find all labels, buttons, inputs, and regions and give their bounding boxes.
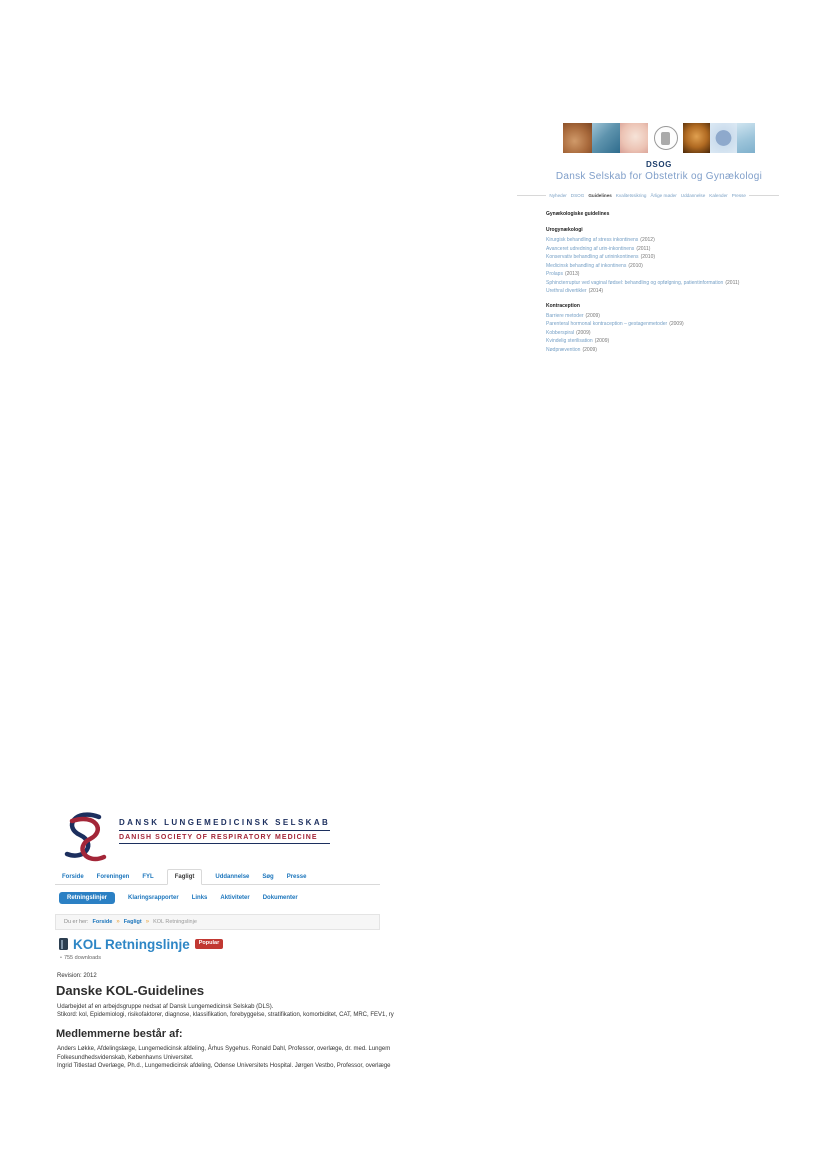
page-title: KOL Retningslinje — [73, 936, 190, 952]
dsog-header-banner — [563, 123, 755, 153]
dsog-nav-bar — [517, 190, 779, 200]
guideline-year: (2011) — [725, 279, 740, 286]
list-item — [546, 262, 824, 271]
dls-main-nav — [55, 868, 380, 885]
dsog-nav-presse[interactable]: Presse — [731, 192, 746, 198]
breadcrumb-current: KOL Retningslinje — [153, 919, 197, 925]
list-item — [546, 245, 824, 254]
subnav-aktiviteter[interactable]: Aktiviteter — [220, 895, 250, 901]
dsog-nav-uddannelse[interactable]: Uddannelse — [680, 192, 706, 198]
guideline-link[interactable]: Barriere metoder — [546, 312, 584, 319]
downloads-count — [55, 955, 380, 961]
dls-logo[interactable] — [55, 806, 380, 864]
dsog-logo-text[interactable]: DSOG — [646, 160, 672, 169]
nav-fagligt[interactable]: Fagligt — [167, 869, 203, 885]
dsog-nav-guidelines[interactable]: Guidelines — [588, 192, 612, 198]
article-title-row — [55, 936, 380, 952]
guideline-link[interactable]: Medicinsk behandling af inkontinens — [546, 262, 627, 269]
society-seal-icon — [654, 126, 678, 150]
dsog-site-fragment — [517, 123, 827, 353]
seal-figure — [661, 132, 670, 145]
nav-presse[interactable]: Presse — [286, 874, 307, 880]
downloads-text: 755 downloads — [63, 955, 101, 961]
dsog-nav-aarlige-moeder[interactable]: Årlige møder — [650, 192, 677, 198]
list-item — [546, 312, 824, 321]
nav-soeg[interactable]: Søg — [262, 874, 274, 880]
pregnant-belly-photo — [563, 123, 592, 153]
guideline-link[interactable]: Urethral divertikler — [546, 288, 587, 294]
bullet-icon: • — [60, 955, 62, 961]
breadcrumb-link-fagligt[interactable]: Fagligt — [123, 919, 142, 925]
nav-uddannelse[interactable]: Uddannelse — [215, 874, 250, 880]
dls-name-english-box — [119, 830, 330, 844]
urogynaekologi-link-list — [546, 236, 824, 296]
guideline-year: (2012) — [640, 237, 655, 243]
members-heading: Medlemmerne består af: — [56, 1028, 183, 1040]
guideline-year: (2009) — [669, 321, 684, 327]
guideline-year: (2010) — [640, 254, 656, 260]
nav-foreningen[interactable]: Foreningen — [96, 874, 130, 880]
guideline-year: (2014) — [588, 288, 604, 294]
nav-divider-left — [517, 195, 546, 196]
members-paragraph — [55, 1045, 391, 1071]
intro-line: Stikord: kol, Epidemiologi, risikofaktorer, diagnose, klassifikation, forebyggelse, stratifikation, komorbiditet, CAT, MRC, FEV1, ry — [57, 1012, 394, 1018]
society-seal-tile — [648, 123, 683, 153]
dsog-guidelines-content — [546, 207, 824, 354]
dsog-nav-dsog[interactable]: DSOG — [570, 192, 585, 198]
subnav-links[interactable]: Links — [191, 895, 208, 901]
newborn-photo — [620, 123, 648, 153]
list-item — [546, 329, 824, 338]
dsog-page-heading: Gynækologiske guidelines — [546, 211, 610, 217]
list-item — [546, 346, 824, 355]
dls-logo-text — [119, 810, 330, 864]
guideline-link[interactable]: Kirurgisk behandling af stress inkontinens — [546, 237, 639, 243]
members-line: Anders Løkke, Afdelingslæge, Lungemedicinsk afdeling, Århus Sygehus. Ronald Dahl, Professor, overlæge, dr. med. Lungem — [57, 1046, 391, 1052]
breadcrumb-link-forside[interactable]: Forside — [92, 919, 113, 925]
members-line: Ingrid Titlestad Overlæge, Ph.d., Lungemedicinsk afdeling, Odense Universitets Hospital. Jørgen Vestbo, Professor, overlæge — [57, 1063, 391, 1069]
article-heading: Danske KOL-Guidelines — [56, 983, 205, 998]
section-heading-kontraception: Kontraception — [546, 302, 580, 309]
guideline-link[interactable]: Nødprævention — [546, 346, 581, 353]
popular-badge: Popular — [195, 939, 223, 949]
list-item — [546, 279, 824, 288]
list-item — [546, 270, 824, 279]
subnav-dokumenter[interactable]: Dokumenter — [262, 895, 298, 901]
dls-sub-nav — [55, 891, 380, 905]
guideline-year: (2009) — [585, 312, 600, 319]
nav-forside[interactable]: Forside — [62, 874, 84, 880]
breadcrumb-prefix: Du er her: — [64, 919, 89, 925]
guideline-year: (2009) — [582, 346, 597, 353]
list-item — [546, 253, 824, 262]
breadcrumb-separator-icon: » — [116, 919, 120, 925]
guideline-link[interactable]: Sphincterruptur ved vaginal fødsel: behandling og opfølgning, patientinformation — [546, 279, 724, 286]
guideline-link[interactable]: Konservativ behandling af urininkontinens — [546, 254, 639, 260]
dls-name-english: DANISH SOCIETY OF RESPIRATORY MEDICINE — [119, 833, 318, 841]
list-item — [546, 320, 824, 329]
guideline-link[interactable]: Kobberspiral — [546, 329, 575, 336]
guideline-year: (2009) — [576, 329, 591, 336]
guideline-link[interactable]: Avanceret udredning af urin-inkontinens — [546, 245, 635, 252]
list-item — [546, 337, 824, 346]
dls-ribbon-logo-icon — [59, 810, 111, 864]
breadcrumb — [55, 914, 380, 930]
dsog-subtitle: Dansk Selskab for Obstetrik og Gynækologi — [555, 171, 763, 182]
list-item — [546, 236, 824, 245]
surgeon-photo — [592, 123, 620, 153]
guideline-year: (2011) — [636, 245, 651, 252]
egg-cell-photo — [710, 123, 737, 153]
dsog-nav-kvalitetssikring[interactable]: Kvalitetssikring — [615, 192, 647, 198]
guideline-link[interactable]: Kvindelig sterilisation — [546, 338, 593, 344]
breadcrumb-separator-icon: » — [145, 919, 150, 925]
article-intro — [55, 1003, 394, 1019]
fetus-3d-ultrasound-photo — [683, 123, 710, 153]
section-heading-urogynaekologi: Urogynækologi — [546, 227, 583, 233]
subnav-klaringsrapporter[interactable]: Klaringsrapporter — [128, 895, 179, 901]
surgical-hands-photo — [737, 123, 755, 153]
revision-label: Revision: 2012 — [57, 973, 97, 979]
dls-name-danish: DANSK LUNGEMEDICINSK SELSKAB — [119, 818, 331, 827]
nav-fyl[interactable]: FYL — [142, 874, 154, 880]
subnav-retningslinjer[interactable]: Retningslinjer — [59, 892, 115, 904]
list-item — [546, 287, 824, 296]
dsog-main-nav — [546, 193, 749, 198]
guideline-year: (2009) — [594, 338, 610, 344]
dsog-nav-kalender[interactable]: Kalender — [709, 192, 728, 198]
guideline-link[interactable]: Parenteral hormonal kontraception – gestagenmetoder — [546, 321, 668, 327]
dls-site-fragment — [55, 806, 394, 1069]
guideline-link[interactable]: Prolaps — [546, 271, 563, 277]
members-line: Folkesundhedsvidenskab, Københavns Universitet. — [57, 1054, 194, 1061]
dsog-nav-nyheder[interactable]: Nyheder — [549, 192, 567, 198]
guideline-year: (2013) — [564, 271, 580, 277]
guideline-year: (2010) — [628, 262, 643, 269]
nav-divider-right — [749, 195, 779, 196]
document-icon — [59, 938, 68, 950]
kontraception-link-list — [546, 312, 824, 355]
intro-line: Udarbejdet af en arbejdsgruppe nedsat af Dansk Lungemedicinsk Selskab (DLS). — [57, 1004, 274, 1010]
